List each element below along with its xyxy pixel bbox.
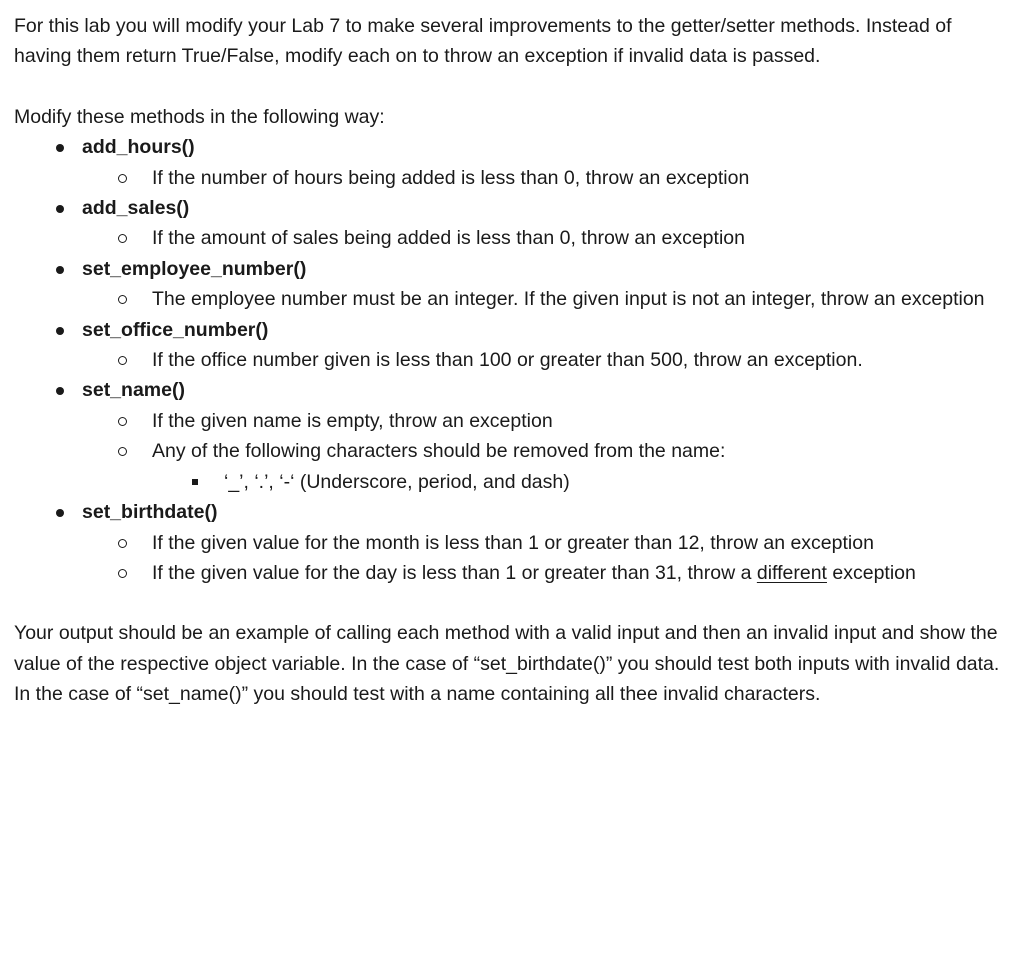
hollow-bullet-icon <box>118 417 127 426</box>
outro-paragraph: Your output should be an example of calling each method with a valid input and then an invalid input and show the value of the respective object variable. In the case of “set_birthdate()” you should test both inputs with invalid data. In the case of “set_name()” you should test with a name containing all thee invalid characters. <box>14 622 1000 706</box>
bullet-icon <box>56 266 64 274</box>
square-bullet-icon <box>192 479 198 485</box>
method-name: set_name() <box>82 379 185 402</box>
bullet-icon <box>56 144 64 152</box>
rule-text: If the amount of sales being added is less than 0, throw an exception <box>152 227 745 250</box>
document-body <box>14 11 1014 710</box>
method-item-set-office-number <box>14 315 1014 376</box>
rule-text: The employee number must be an integer. If the given input is not an integer, throw an exception <box>152 288 985 311</box>
list-heading: Modify these methods in the following way: <box>14 105 385 128</box>
rule-item <box>14 528 1014 558</box>
intro-paragraph: For this lab you will modify your Lab 7 to make several improvements to the getter/setter methods. Instead of having them return True/False, modify each on to throw an exception if invalid data is passed. <box>14 15 952 68</box>
rule-text: Any of the following characters should be removed from the name: <box>152 440 726 463</box>
method-item-set-name <box>14 375 1014 497</box>
method-item-add-hours <box>14 132 1014 193</box>
rule-text: If the number of hours being added is less than 0, throw an exception <box>152 166 750 189</box>
rule-item <box>14 284 1014 314</box>
rule-item <box>14 406 1014 436</box>
rule-item <box>14 223 1014 253</box>
subrule-text: ‘_’, ‘.’, ‘-‘ (Underscore, period, and dash) <box>224 470 570 493</box>
hollow-bullet-icon <box>118 234 127 243</box>
rule-text: If the given value for the month is less than 1 or greater than 12, throw an exception <box>152 531 874 554</box>
method-name: add_hours() <box>82 136 195 159</box>
method-list <box>14 132 1014 588</box>
subrule-item <box>14 467 1014 497</box>
hollow-bullet-icon <box>118 295 127 304</box>
method-item-set-birthdate <box>14 497 1014 588</box>
rule-item <box>14 345 1014 375</box>
rule-item <box>14 436 1014 497</box>
rule-text: If the given name is empty, throw an exception <box>152 409 553 432</box>
hollow-bullet-icon <box>118 539 127 548</box>
rule-item <box>14 163 1014 193</box>
rule-text-pre: If the given value for the day is less than 1 or greater than 31, throw a <box>152 561 757 584</box>
hollow-bullet-icon <box>118 447 127 456</box>
method-name: set_birthdate() <box>82 501 218 524</box>
rule-text-underlined: different <box>756 561 827 584</box>
bullet-icon <box>56 327 64 335</box>
method-name: add_sales() <box>82 197 190 220</box>
bullet-icon <box>56 387 64 395</box>
method-name: set_office_number() <box>82 318 269 341</box>
hollow-bullet-icon <box>118 356 127 365</box>
method-item-set-employee-number <box>14 254 1014 315</box>
bullet-icon <box>56 205 64 213</box>
rule-item <box>14 558 1014 588</box>
rule-text-post: exception <box>826 561 916 584</box>
hollow-bullet-icon <box>118 569 127 578</box>
hollow-bullet-icon <box>118 174 127 183</box>
bullet-icon <box>56 509 64 517</box>
method-name: set_employee_number() <box>82 257 307 280</box>
method-item-add-sales <box>14 193 1014 254</box>
rule-text: If the office number given is less than 100 or greater than 500, throw an exception. <box>152 349 863 372</box>
